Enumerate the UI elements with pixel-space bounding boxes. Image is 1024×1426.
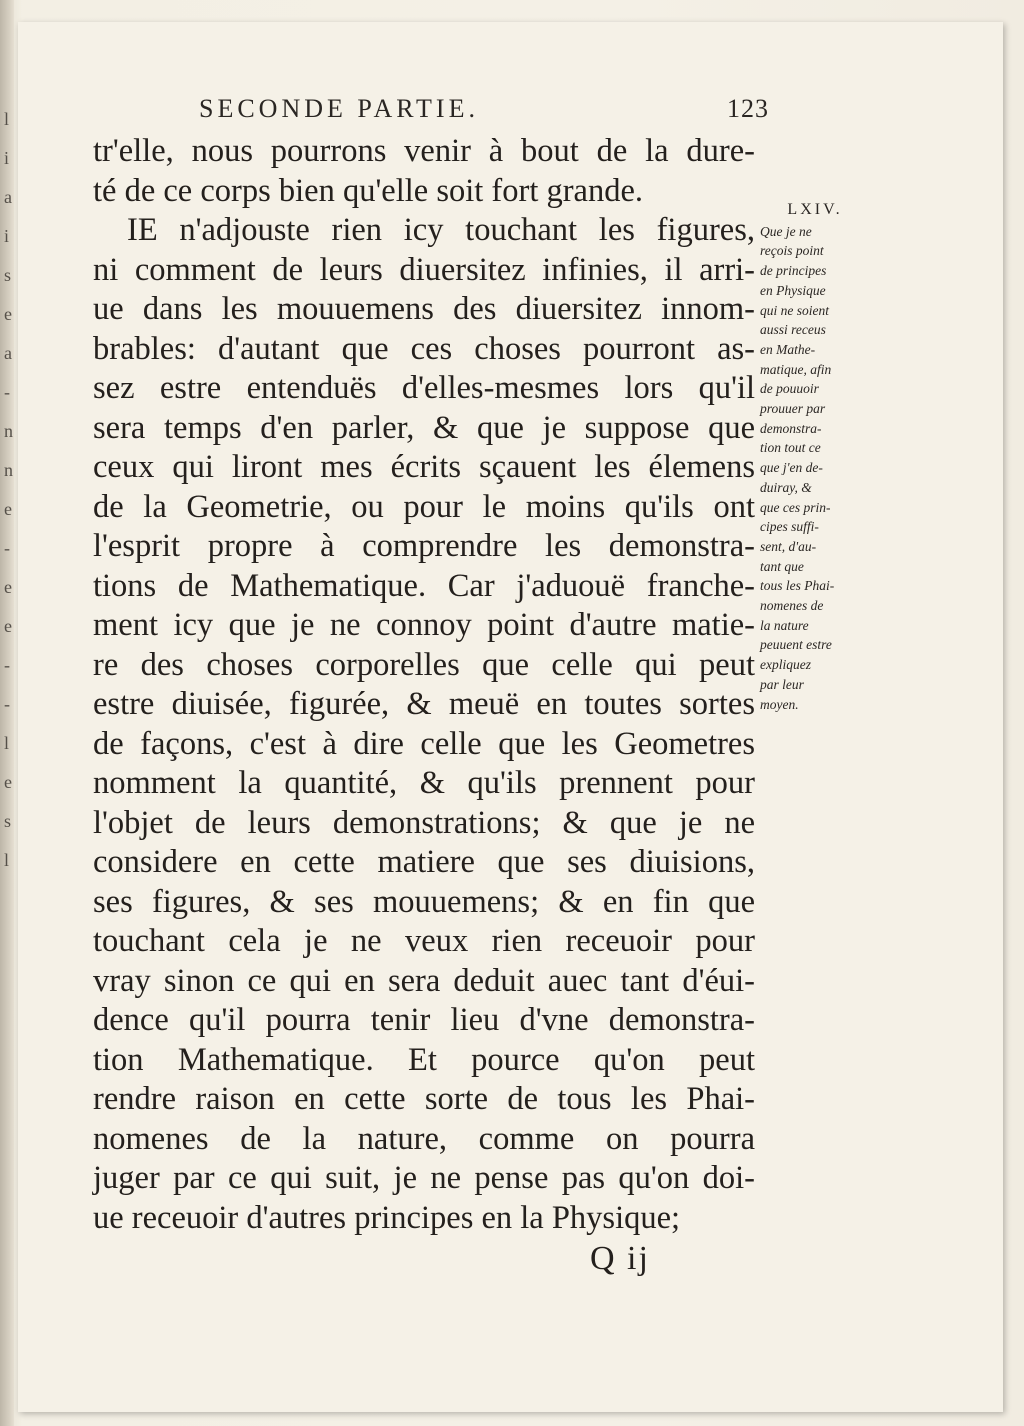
margin-note-line: de principes [760,263,827,279]
previous-page-glyph: i [4,226,10,246]
margin-note-line: expliquez [760,657,811,673]
signature-mark: Q ij [590,1240,650,1277]
text-line: l'esprit propre à comprendre les demonstra- [93,528,755,564]
margin-note-number: LXIV. [787,201,843,218]
text-line: sera temps d'en parler, & que je suppose que [93,409,755,446]
previous-page-glyph: - [4,382,10,402]
margin-note-line: moyen. [760,696,799,712]
text-line: vray sinon ce qui en sera deduit auec tant d'éui- [93,962,755,999]
previous-page-glyph: n [4,460,13,480]
main-text-block [93,132,755,1238]
text-line: té de ce corps bien qu'elle soit fort grande. [93,172,644,209]
margin-note-line: sent, d'au- [760,538,817,554]
margin-note-line: par leur [760,676,804,692]
text-line: juger par ce qui suit, je ne pense pas qu'on doi- [93,1160,755,1196]
margin-note-line: tous les Phai- [760,578,835,594]
previous-page-glyph: e [4,772,12,792]
text-line: ue receuoir d'autres principes en la Physique; [93,1199,681,1236]
running-head [199,94,769,124]
previous-page-glyph: n [4,421,13,441]
previous-page-glyph: a [4,343,12,363]
text-line: estre diuisée, figurée, & meuë en toutes sortes [93,686,755,722]
text-line: ni comment de leurs diuersitez infinies, il arri- [93,251,755,288]
text-line: ue dans les mouuemens des diuersitez innom- [93,291,755,327]
previous-page-glyph: i [4,148,10,168]
text-line: rendre raison en cette sorte de tous les Phai- [93,1081,755,1117]
text-line: nomment la quantité, & qu'ils prennent pour [93,765,755,801]
text-line: l'objet de leurs demonstrations; & que je ne [93,804,755,841]
margin-note-line: Que je ne [760,223,812,239]
margin-note-line: matique, afin [760,361,832,377]
text-line: tr'elle, nous pourrons venir à bout de la dure- [93,133,755,169]
margin-note-line: que ces prin- [760,499,831,515]
margin-note-line: prouuer par [760,401,826,417]
margin-note-line: tion tout ce [760,440,821,456]
previous-page-glyph: s [4,265,12,285]
margin-note-line: que j'en de- [760,460,823,476]
margin-note-line: peuuent estre [760,637,832,653]
margin-note-line: nomenes de [760,598,824,614]
margin-note-line: reçois point [760,243,824,259]
margin-note-line: cipes suffi- [760,519,819,535]
previous-page-glyph: a [4,187,12,207]
text-line: sez estre entenduës d'elles-mesmes lors qu'il [93,370,755,406]
margin-note-line: duiray, & [760,479,812,495]
margin-note-line: tant que [760,558,804,574]
text-line: re des choses corporelles que celle qui peut [93,646,755,683]
previous-page-glyph: e [4,304,12,324]
previous-page-glyph: e [4,499,12,519]
text-line: tion Mathematique. Et pource qu'on peut [93,1041,755,1078]
previous-page-glyph: l [4,733,10,753]
margin-note-line: demonstra- [760,420,822,436]
text-line: touchant cela je ne veux rien receuoir pour [93,923,755,959]
text-line: IE n'adjouste rien icy touchant les figures, [127,212,755,248]
running-head-title: SECONDE PARTIE. [199,94,479,123]
margin-note-text [760,222,870,715]
previous-page-glyph: s [4,811,12,831]
previous-page-glyph: - [4,538,10,558]
text-line: ment icy que je ne connoy point d'autre matie- [93,607,755,643]
previous-page-glyph: - [4,655,10,675]
previous-page-glyph: e [4,577,12,597]
text-line: de la Geometrie, ou pour le moins qu'ils ont [93,488,755,525]
previous-page-glyph: l [4,109,10,129]
margin-note [760,200,870,714]
margin-note-line: en Mathe- [760,341,816,357]
margin-note-line: aussi receus [760,322,826,338]
text-line: ses figures, & ses mouuemens; & en fin que [93,883,755,920]
text-line: de façons, c'est à dire celle que les Geometres [93,725,755,762]
previous-page-glyph: - [4,694,10,714]
text-line: dence qu'il pourra tenir lieu d'vne demonstra- [93,1002,755,1038]
margin-note-line: qui ne soient [760,302,829,318]
previous-page-glyph: l [4,850,10,870]
previous-page-text-fragments [4,100,16,880]
margin-note-line: de pouuoir [760,381,819,397]
margin-note-line: en Physique [760,282,826,298]
text-line: considere en cette matiere que ses diuisions, [93,844,755,880]
margin-note-line: la nature [760,617,809,633]
text-line: ceux qui liront mes écrits sçauent les élemens [93,449,755,485]
page-number: 123 [727,94,769,123]
text-line: nomenes de la nature, comme on pourra [93,1120,755,1157]
text-line: brables: d'autant que ces choses pourront as- [93,330,755,367]
text-line: tions de Mathematique. Car j'aduouë franche- [93,567,755,604]
previous-page-glyph: e [4,616,12,636]
